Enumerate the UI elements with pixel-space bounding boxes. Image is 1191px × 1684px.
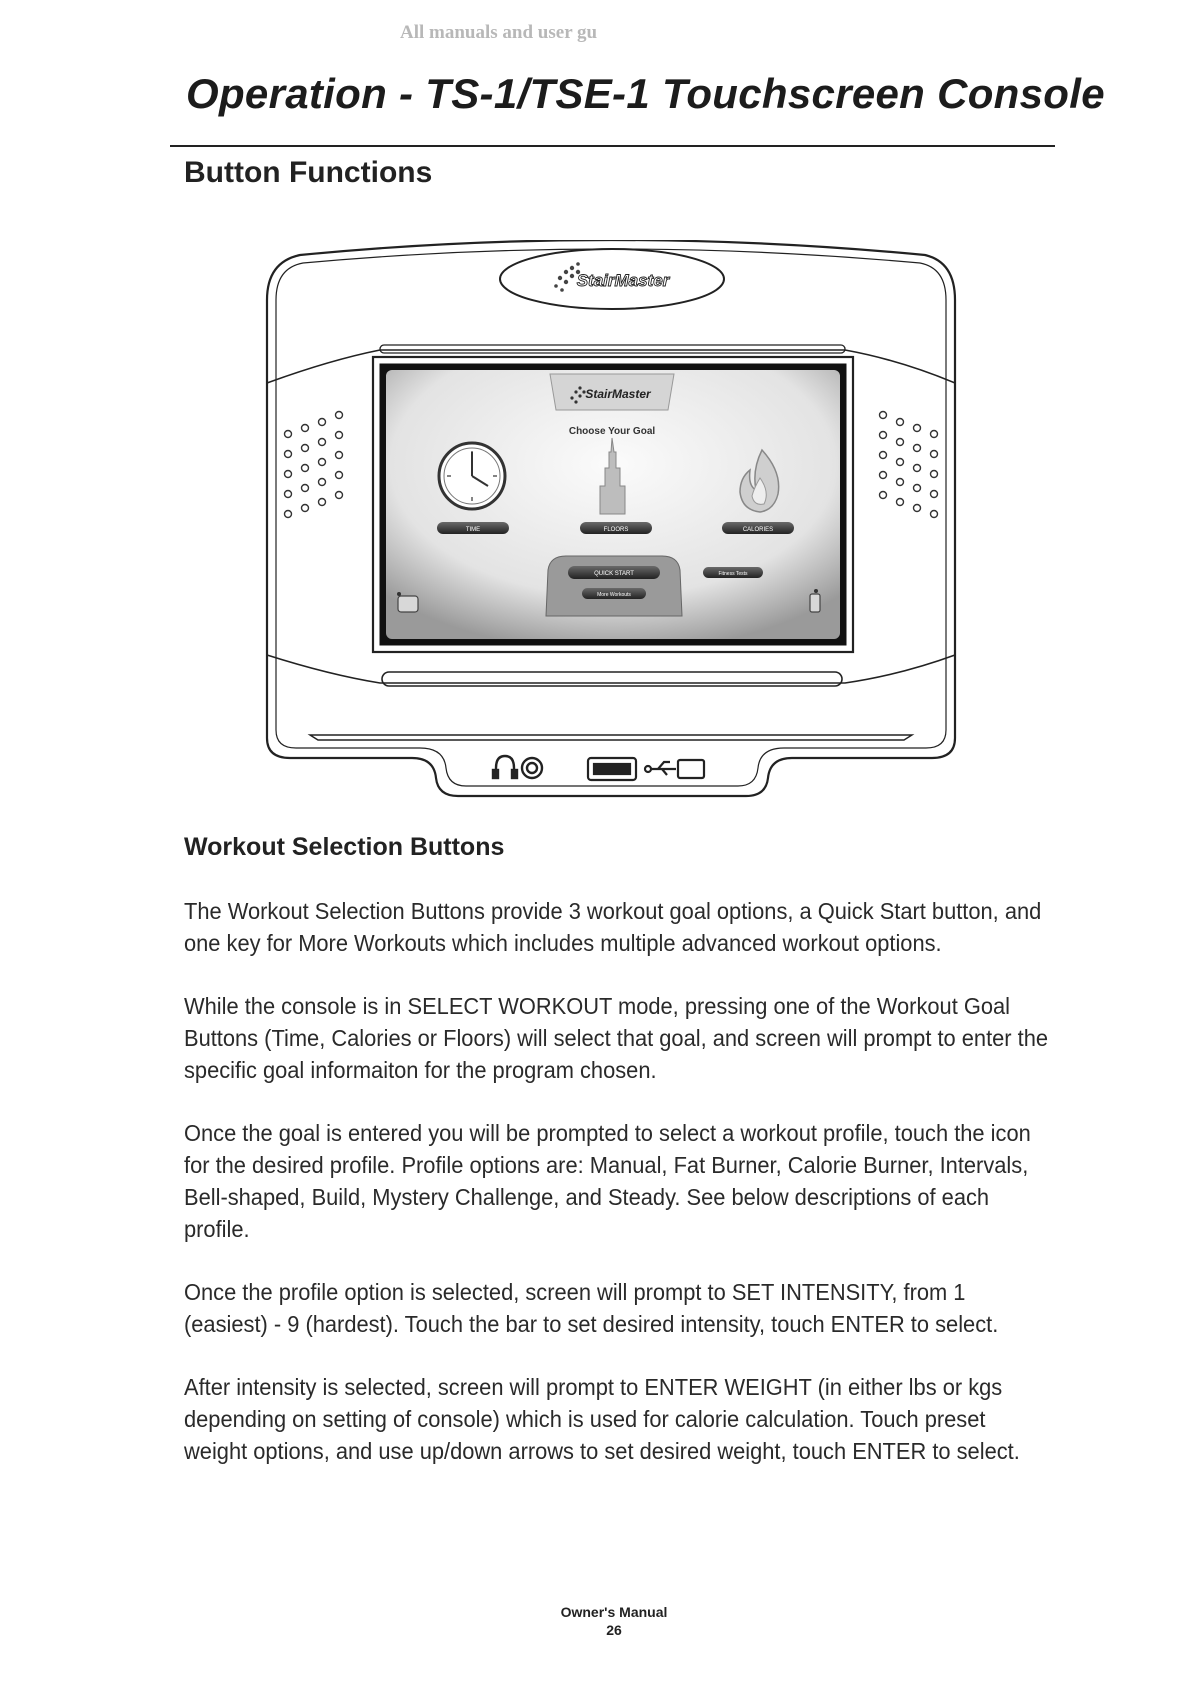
screen-brand: StairMaster	[585, 387, 651, 401]
floors-button-label: FLOORS	[603, 527, 629, 533]
page-number: 26	[606, 1622, 622, 1638]
brand-name: StairMaster	[576, 271, 670, 290]
console-illustration	[250, 240, 970, 800]
paragraph: Once the goal is entered you will be prompted to select a workout profile, touch the icon for the desired profile. Profile options are: Manual, Fat Burner, Calorie Burner, Intervals, Bell-shaped, Build, Mystery Challenge, and Steady. See below descriptions of each profile.	[184, 1120, 1031, 1242]
section-title: Button Functions	[184, 156, 433, 189]
left-speaker-icon	[285, 412, 343, 518]
fitness-tests-label: Fitness Tests	[718, 571, 748, 577]
screen-title: Choose Your Goal	[568, 426, 656, 437]
usb-port-icon	[588, 758, 704, 780]
more-workouts-button[interactable]	[582, 588, 646, 599]
right-speaker-icon	[880, 412, 938, 518]
paragraph: The Workout Selection Buttons provide 3 workout goal options, a Quick Start button, and one key for More Workouts which includes multiple advanced workout options.	[184, 898, 1042, 956]
quick-start-button[interactable]	[568, 566, 660, 579]
time-button-label: TIME	[465, 527, 481, 533]
subsection-heading: Workout Selection Buttons	[184, 833, 505, 861]
body-text	[184, 895, 1054, 1498]
header-divider	[170, 145, 1055, 147]
headphone-jack-icon	[493, 756, 542, 778]
manual-label: Owner's Manual	[560, 1604, 668, 1620]
quick-start-label: QUICK START	[594, 571, 634, 577]
watermark: All manuals and user gu	[400, 22, 598, 43]
calories-button-label: CALORIES	[742, 527, 774, 533]
brand-badge	[500, 249, 724, 309]
paragraph: While the console is in SELECT WORKOUT mode, pressing one of the Workout Goal Buttons (Time, Calories or Floors) will select that goal, and screen will prompt to enter the specific goal informaiton for the program chosen.	[184, 993, 1049, 1083]
more-workouts-label: More Workouts	[597, 592, 631, 598]
paragraph: After intensity is selected, screen will prompt to ENTER WEIGHT (in either lbs or kgs depending on setting of console) which is used for calorie calculation. Touch preset weight options, and use up/down arrows to set desired weight, touch ENTER to select.	[184, 1374, 1020, 1464]
paragraph: Once the profile option is selected, screen will prompt to SET INTENSITY, from 1 (easiest) - 9 (hardest). Touch the bar to set desired intensity, touch ENTER to select.	[184, 1279, 999, 1337]
floors-button[interactable]	[580, 522, 652, 534]
page-title: Operation - TS-1/TSE-1 Touchscreen Console	[186, 70, 1105, 117]
fitness-tests-button[interactable]	[703, 567, 763, 578]
calories-button[interactable]	[722, 522, 794, 534]
clock-icon	[439, 443, 505, 509]
time-button[interactable]	[437, 522, 509, 534]
page-footer	[0, 1603, 1191, 1639]
